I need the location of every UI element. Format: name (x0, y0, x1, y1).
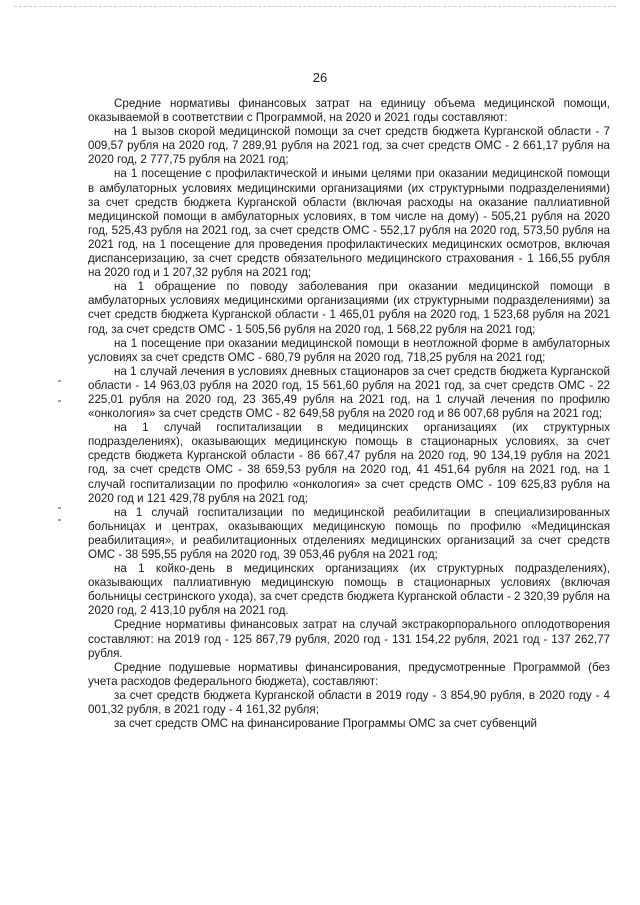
paragraph-preventive-visit: на 1 посещение с профилактической и иными целями при оказании медицинской помощи в амбулаторных условиях медицинскими организациями (их структурными подразделениями) за счет средств бюджета Курганской области (включая расходы на оказание паллиативной медицинской помощи в амбулаторных условиях, в том числе на дому) - 505,21 рубля на 2020 год, 525,43 рубля на 2021 год, за счет средств ОМС - 552,17 рубля на 2020 год, 573,50 рубля на 2021 год, на 1 посещение для проведения профилактических медицинских осмотров, включая диспансеризацию, за счет средств обязательного медицинского страхования - 1 166,55 рубля на 2020 год и 1 207,32 рубля на 2021 год; (88, 167, 610, 280)
margin-mark (58, 380, 61, 382)
paragraph-hospitalization: на 1 случай госпитализации в медицинских организациях (их структурных подразделениях), оказывающих медицинскую помощь в стационарных условиях, за счет средств бюджета Курганской области - 86 667,47 рубля на 2020 год, 90 134,19 рубля на 2021 год, за счет средств ОМС - 38 659,53 рубля на 2020 год, 41 451,64 рубля на 2021 год, на 1 случай госпитализации по профилю «онкология» за счет средств ОМС - 109 625,83 рубля на 2020 год и 121 429,78 рубля на 2021 год; (88, 421, 610, 505)
scan-edge-line (14, 6, 616, 9)
paragraph-rehabilitation: на 1 случай госпитализации по медицинской реабилитации в специализированных больницах и центрах, оказывающих медицинскую помощь по профилю «Медицинская реабилитация», и реабилитационных отделениях медицинских организаций за счет средств ОМС - 38 595,55 рубля на 2020 год, 39 053,46 рубля на 2021 год; (88, 505, 610, 561)
paragraph-urgent-visit: на 1 посещение при оказании медицинской помощи в неотложной форме в амбулаторных условиях за счет средств ОМС - 680,79 рубля на 2020 год, 718,25 рубля на 2021 год; (88, 336, 610, 364)
page-number: 26 (312, 70, 328, 85)
paragraph-ivf: Средние нормативы финансовых затрат на случай экстракорпорального оплодотворения составляют: на 2019 год - 125 867,79 рубля, 2020 год - 131 154,22 рубля, 2021 год - 137 262,77 рубля. (88, 618, 610, 660)
paragraph-per-capita: Средние подушевые нормативы финансирования, предусмотренные Программой (без учета расходов федерального бюджета), составляют: (88, 660, 610, 688)
paragraph-disease-appeal: на 1 обращение по поводу заболевания при оказании медицинской помощи в амбулаторных условиях медицинскими организациями (их структурными подразделениями) за счет средств бюджета Курганской области - 1 465,01 рубля на 2020 год, 1 523,68 рубля на 2021 год, за счет средств ОМС - 1 505,56 рубля на 2020 год, 1 568,22 рубля на 2021 год; (88, 280, 610, 336)
paragraph-bed-day: на 1 койко-день в медицинских организациях (их структурных подразделениях), оказывающих паллиативную медицинскую помощь в стационарных условиях (включая больницы сестринского ухода), за счет средств бюджета Курганской области - 2 320,39 рубля на 2020 год, 2 413,10 рубля на 2021 год. (88, 562, 610, 618)
paragraph-oms-per-capita: за счет средств ОМС на финансирование Программы ОМС за счет субвенций (114, 717, 538, 731)
paragraph-day-hospital: на 1 случай лечения в условиях дневных стационаров за счет средств бюджета Курганской области - 14 963,03 рубля на 2020 год, 15 561,60 рубля на 2021 год, за счет средств ОМС - 22 225,01 рубля на 2020 год, 23 365,49 рубля на 2021 год, на 1 случай лечения по профилю «онкология» за счет средств ОМС - 82 649,58 рубля на 2020 год и 86 007,68 рубля на 2021 год; (88, 364, 610, 421)
margin-mark (58, 519, 61, 521)
document-body (88, 97, 610, 731)
margin-mark (58, 507, 61, 509)
paragraph-ambulance: на 1 вызов скорой медицинской помощи за счет средств бюджета Курганской области - 7 009,57 рубля на 2020 год, 7 289,91 рубля на 2021 год, за счет средств ОМС - 2 661,17 рубля на 2020 год, 2 777,75 рубля на 2021 год; (88, 125, 610, 167)
margin-mark (58, 400, 61, 402)
paragraph-budget-per-capita: за счет средств бюджета Курганской области в 2019 году - 3 854,90 рубля, в 2020 году - 4 001,32 рубля, в 2021 году - 4 161,32 рубля; (88, 688, 610, 717)
paragraph-intro: Средние нормативы финансовых затрат на единицу объема медицинской помощи, оказываемой в соответствии с Программой, на 2020 и 2021 годы составляют: (88, 97, 610, 125)
